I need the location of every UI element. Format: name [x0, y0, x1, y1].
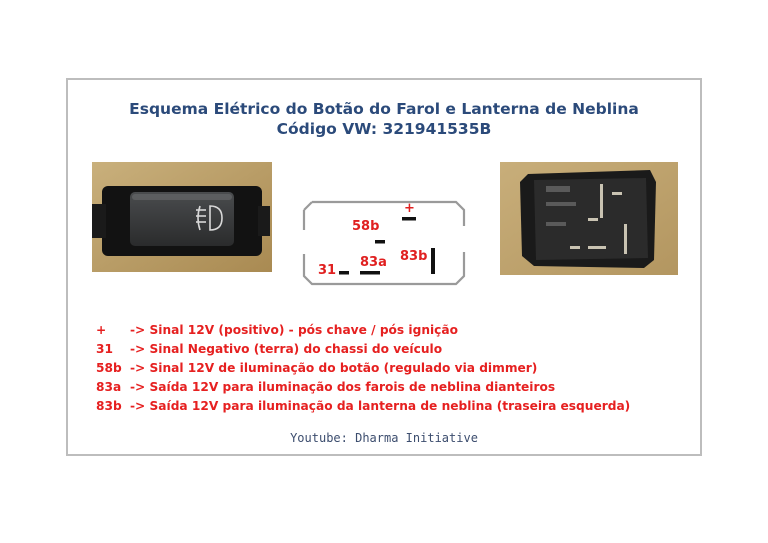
- legend-code: +: [96, 323, 107, 337]
- pin-label-58b: 58b: [352, 219, 380, 234]
- pin-label-31: 31: [318, 263, 337, 278]
- pin-legend: [96, 321, 696, 416]
- legend-row-plus: [96, 321, 696, 340]
- legend-row-83b: [96, 397, 696, 416]
- diagram-title: Esquema Elétrico do Botão do Farol e Lanterna de Neblina: [129, 100, 639, 118]
- legend-text: -> Sinal 12V de iluminação do botão (regulado via dimmer): [130, 361, 538, 375]
- pin-label-plus: +: [404, 201, 415, 216]
- terminal-83b: [431, 248, 435, 274]
- pin-diagram: [300, 196, 470, 290]
- switch-front-photo: [92, 162, 272, 272]
- terminal-plus: [402, 217, 416, 221]
- diagram-card: [66, 78, 702, 456]
- terminal-83a: [360, 271, 380, 275]
- legend-code: 58b: [96, 361, 122, 375]
- switch-back-photo: [500, 162, 678, 275]
- legend-text: -> Saída 12V para iluminação dos farois de neblina dianteiros: [130, 380, 556, 394]
- legend-row-31: [96, 340, 696, 359]
- pin-label-83a: 83a: [360, 255, 387, 270]
- legend-text: -> Sinal Negativo (terra) do chassi do veículo: [130, 342, 443, 356]
- legend-code: 83b: [96, 399, 122, 413]
- legend-code: 31: [96, 342, 113, 356]
- legend-row-83a: [96, 378, 696, 397]
- legend-text: -> Saída 12V para iluminação da lanterna de neblina (traseira esquerda): [130, 399, 631, 413]
- legend-code: 83a: [96, 380, 122, 394]
- terminal-31: [339, 271, 349, 275]
- youtube-credit: Youtube: Dharma Initiative: [290, 431, 478, 445]
- pin-label-83b: 83b: [400, 249, 428, 264]
- terminal-58b: [375, 240, 385, 244]
- legend-text: -> Sinal 12V (positivo) - pós chave / pós ignição: [130, 323, 458, 337]
- legend-row-58b: [96, 359, 696, 378]
- part-code: Código VW: 321941535B: [276, 120, 492, 138]
